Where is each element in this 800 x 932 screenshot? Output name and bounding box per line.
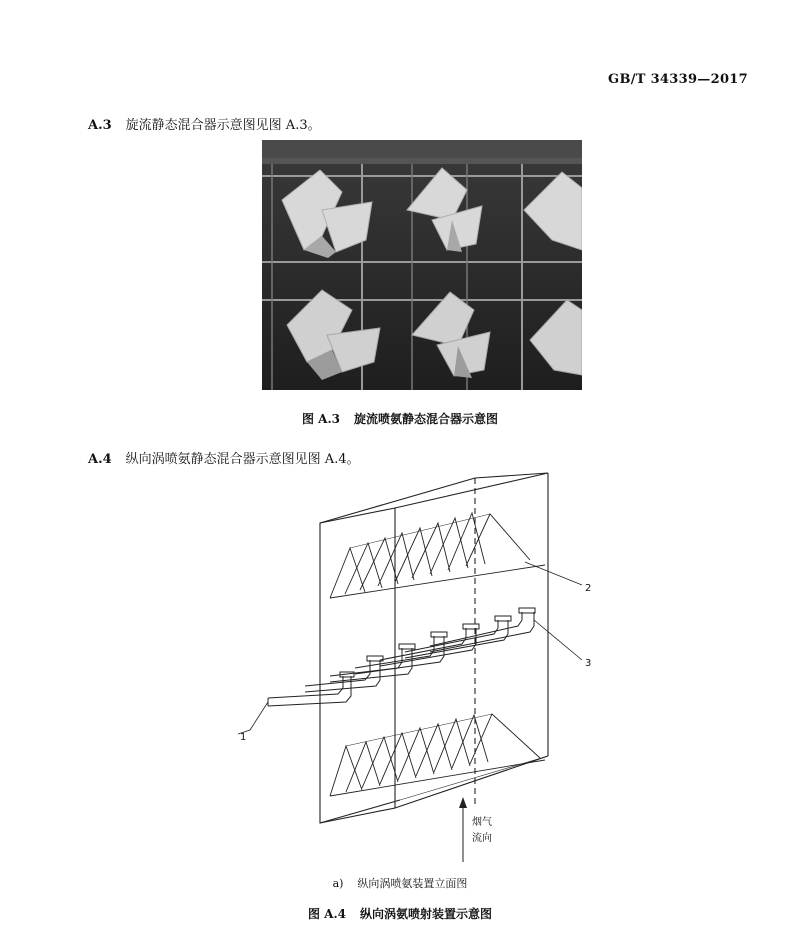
section-a3: [88, 114, 321, 133]
leader-line-2: [525, 562, 582, 585]
callout-1: 1: [240, 732, 247, 743]
flow-label-line1: 烟气: [472, 817, 492, 828]
callout-2: 2: [585, 583, 592, 594]
section-a4-text: 纵向涡喷氨静态混合器示意图见图 A.4。: [125, 452, 360, 467]
figure-a3-title: 旋流喷氨静态混合器示意图: [354, 412, 499, 426]
upper-vortex-generators: [330, 513, 545, 598]
figure-a4-title: 纵向涡氨喷射装置示意图: [360, 907, 493, 921]
figure-a4-label: 图 A.4: [307, 907, 346, 921]
standard-code: GB/T 34339—2017: [608, 72, 748, 87]
figure-a3-label: 图 A.3: [301, 412, 340, 426]
section-a3-number: A.3: [88, 118, 112, 133]
callout-3: 3: [585, 658, 592, 669]
figure-a4-sub-title: 纵向涡喷氨装置立面图: [357, 877, 468, 890]
injection-pipes: [268, 608, 535, 706]
flow-label-line2: 流向: [472, 833, 492, 844]
figure-a4-sub-label: a): [332, 877, 344, 890]
leader-line-1: [238, 702, 268, 734]
figure-a3-caption: [0, 410, 800, 427]
leader-line-3: [534, 620, 582, 660]
section-a3-text: 旋流静态混合器示意图见图 A.3。: [125, 118, 321, 133]
section-a4-number: A.4: [88, 452, 112, 467]
swirl-mixer-photo: [262, 140, 582, 390]
lower-vortex-generators: [330, 714, 545, 796]
figure-a4-subcaption: [0, 875, 800, 891]
vortex-injector-diagram: [230, 465, 610, 865]
flow-label: [472, 815, 492, 847]
figure-a4-caption: [0, 905, 800, 922]
swirl-mixer-image: [262, 140, 582, 390]
flue-gas-flow-arrow: [459, 797, 467, 862]
